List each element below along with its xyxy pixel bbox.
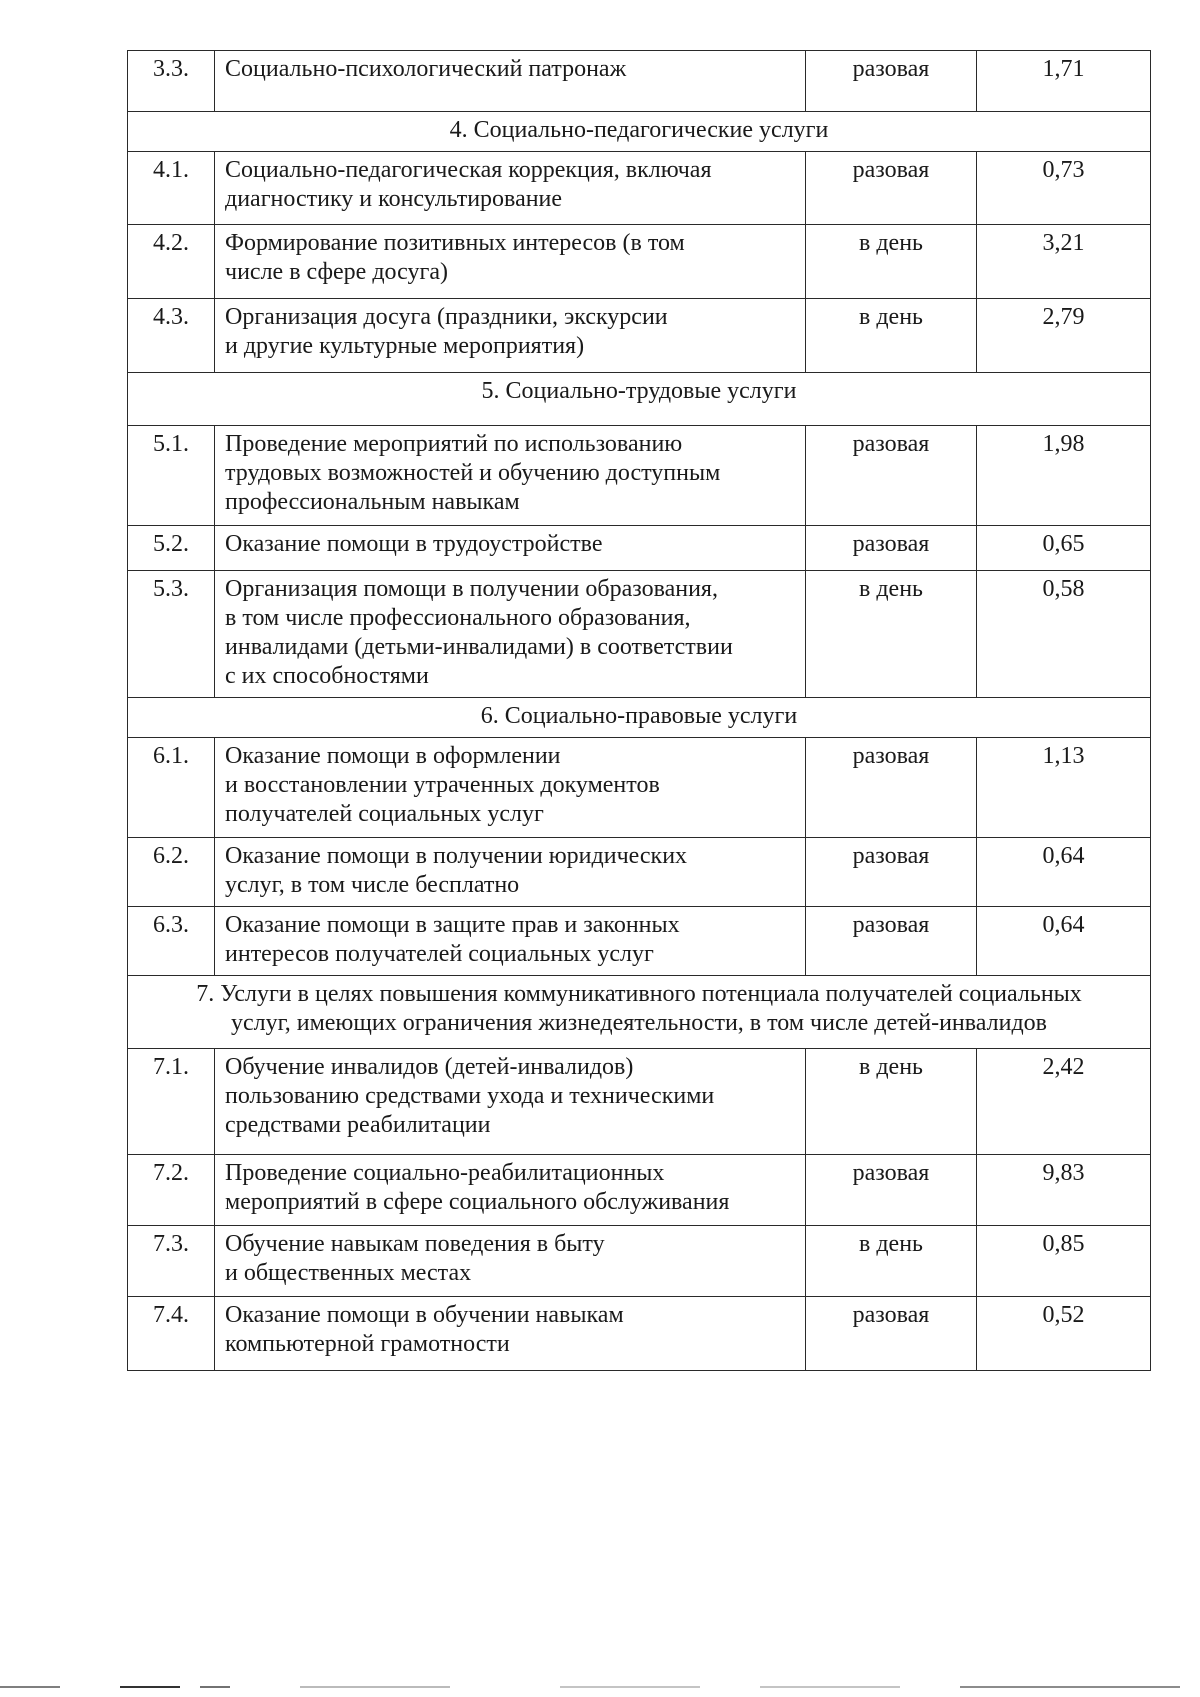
service-number: 4.1.: [128, 152, 215, 225]
service-unit: разовая: [806, 526, 977, 571]
table-row: [128, 1297, 1151, 1371]
text-line: 6. Социально-правовые услуги: [480, 703, 798, 729]
text-line: Оказание помощи в защите прав и законных: [225, 912, 680, 938]
text-line: получателей социальных услуг: [225, 801, 544, 827]
service-unit: в день: [806, 225, 977, 299]
service-unit: разовая: [806, 1155, 977, 1226]
text-line: средствами реабилитации: [225, 1112, 491, 1138]
service-name: [215, 838, 806, 907]
text-line: Проведение мероприятий по использованию: [225, 431, 683, 457]
text-line: трудовых возможностей и обучению доступным: [225, 460, 721, 486]
service-number: 6.1.: [128, 738, 215, 838]
section-header-row: [128, 112, 1151, 152]
section-title: [128, 976, 1151, 1049]
table-row: [128, 51, 1151, 112]
table-row: [128, 526, 1151, 571]
text-line: Организация помощи в получении образования,: [225, 576, 718, 602]
service-number: 5.1.: [128, 426, 215, 526]
text-line: Проведение социально-реабилитационных: [225, 1160, 665, 1186]
text-line: Обучение навыкам поведения в быту: [225, 1231, 605, 1257]
section-title: [128, 373, 1151, 426]
service-number: 6.3.: [128, 907, 215, 976]
service-name: [215, 299, 806, 373]
service-number: 7.2.: [128, 1155, 215, 1226]
table-row: [128, 299, 1151, 373]
text-line: Оказание помощи в обучении навыкам: [225, 1302, 624, 1328]
service-unit: в день: [806, 299, 977, 373]
text-line: Обучение инвалидов (детей-инвалидов): [225, 1054, 634, 1080]
service-unit: в день: [806, 1049, 977, 1155]
table-row: [128, 1155, 1151, 1226]
service-name: [215, 426, 806, 526]
service-tariff: 1,71: [977, 51, 1151, 112]
service-unit: разовая: [806, 738, 977, 838]
service-tariff: 0,58: [977, 571, 1151, 698]
text-line: услуг, в том числе бесплатно: [225, 872, 520, 898]
text-line: в том числе профессионального образования,: [225, 605, 691, 631]
text-line: и восстановлении утраченных документов: [225, 772, 660, 798]
text-line: компьютерной грамотности: [225, 1331, 510, 1357]
text-line: числе в сфере досуга): [225, 259, 448, 285]
service-name: [215, 225, 806, 299]
service-tariff: 0,52: [977, 1297, 1151, 1371]
text-line: инвалидами (детьми-инвалидами) в соответствии: [225, 634, 733, 660]
section-header-row: [128, 373, 1151, 426]
table-row: [128, 738, 1151, 838]
text-line: Формирование позитивных интересов (в том: [225, 230, 685, 256]
service-number: 4.2.: [128, 225, 215, 299]
text-line: Организация досуга (праздники, экскурсии: [225, 304, 668, 330]
table-row: [128, 426, 1151, 526]
service-name: [215, 1226, 806, 1297]
service-tariff: 1,13: [977, 738, 1151, 838]
section-title: [128, 698, 1151, 738]
service-number: 3.3.: [128, 51, 215, 112]
service-number: 5.3.: [128, 571, 215, 698]
service-tariff: 3,21: [977, 225, 1151, 299]
service-number: 7.1.: [128, 1049, 215, 1155]
text-line: услуг, имеющих ограничения жизнедеятельности, в том числе детей-инвалидов: [230, 1010, 1047, 1036]
service-name: [215, 738, 806, 838]
service-name: [215, 1297, 806, 1371]
table-row: [128, 571, 1151, 698]
service-unit: разовая: [806, 838, 977, 907]
service-name: [215, 526, 806, 571]
text-line: 5. Социально-трудовые услуги: [481, 378, 797, 404]
section-title: [128, 112, 1151, 152]
service-tariff: 0,64: [977, 838, 1151, 907]
service-unit: разовая: [806, 51, 977, 112]
section-header-row: [128, 976, 1151, 1049]
service-number: 6.2.: [128, 838, 215, 907]
service-name: [215, 152, 806, 225]
text-line: диагностику и консультирование: [225, 186, 563, 212]
service-tariff: 2,42: [977, 1049, 1151, 1155]
scan-edge-marks: [0, 1683, 1200, 1691]
service-tariff: 0,73: [977, 152, 1151, 225]
table-row: [128, 225, 1151, 299]
service-name: [215, 51, 806, 112]
table-row: [128, 838, 1151, 907]
service-tariff: 0,65: [977, 526, 1151, 571]
service-number: 7.4.: [128, 1297, 215, 1371]
text-line: 4. Социально-педагогические услуги: [449, 117, 829, 143]
text-line: Оказание помощи в оформлении: [225, 743, 561, 769]
service-name: [215, 907, 806, 976]
service-unit: разовая: [806, 152, 977, 225]
service-unit: в день: [806, 1226, 977, 1297]
table-body: [128, 51, 1151, 1371]
service-name: [215, 571, 806, 698]
service-tariff: 9,83: [977, 1155, 1151, 1226]
service-tariff: 0,85: [977, 1226, 1151, 1297]
service-tariff: 0,64: [977, 907, 1151, 976]
text-line: интересов получателей социальных услуг: [225, 941, 654, 967]
service-tariff: 2,79: [977, 299, 1151, 373]
table-row: [128, 152, 1151, 225]
section-header-row: [128, 698, 1151, 738]
text-line: Социально-педагогическая коррекция, включая: [225, 157, 712, 183]
services-tariff-table: [127, 50, 1151, 1371]
table-row: [128, 1226, 1151, 1297]
text-line: мероприятий в сфере социального обслуживания: [225, 1189, 730, 1215]
service-name: [215, 1155, 806, 1226]
table-row: [128, 1049, 1151, 1155]
text-line: Социально-психологический патронаж: [225, 56, 627, 82]
service-unit: разовая: [806, 907, 977, 976]
text-line: профессиональным навыкам: [225, 489, 520, 515]
service-number: 7.3.: [128, 1226, 215, 1297]
service-unit: в день: [806, 571, 977, 698]
text-line: и общественных местах: [225, 1260, 472, 1286]
text-line: Оказание помощи в получении юридических: [225, 843, 688, 869]
text-line: 7. Услуги в целях повышения коммуникативного потенциала получателей социальных: [196, 981, 1082, 1007]
service-number: 4.3.: [128, 299, 215, 373]
text-line: пользованию средствами ухода и техническими: [225, 1083, 715, 1109]
text-line: и другие культурные мероприятия): [225, 333, 585, 359]
text-line: с их способностями: [225, 663, 429, 689]
service-unit: разовая: [806, 1297, 977, 1371]
service-unit: разовая: [806, 426, 977, 526]
table-row: [128, 907, 1151, 976]
text-line: Оказание помощи в трудоустройстве: [225, 531, 603, 557]
service-name: [215, 1049, 806, 1155]
service-tariff: 1,98: [977, 426, 1151, 526]
service-number: 5.2.: [128, 526, 215, 571]
